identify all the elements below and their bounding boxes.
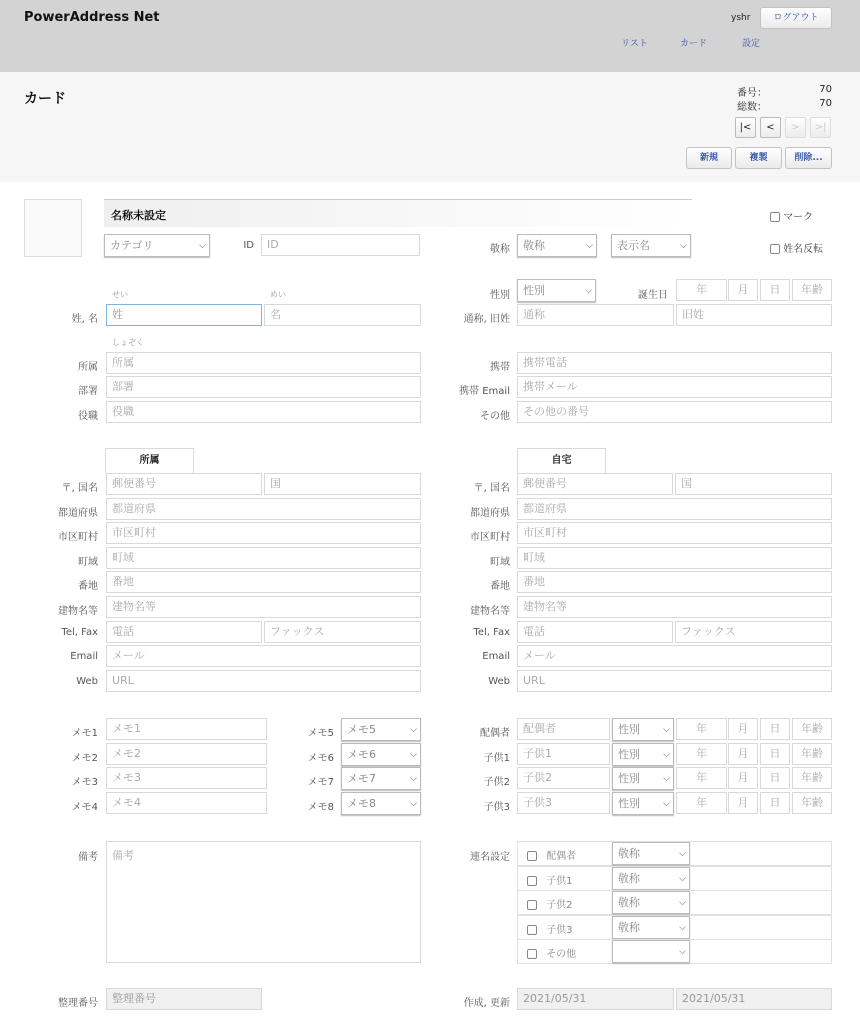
memo8-select[interactable] (341, 792, 421, 815)
family1-year-input[interactable]: 年 (676, 743, 727, 765)
nav-card-link[interactable]: カード (680, 39, 708, 49)
memo2-input[interactable]: メモ2 (106, 743, 267, 765)
tab-work-address[interactable]: 所属 (105, 448, 194, 473)
family2-gender-select[interactable] (612, 767, 674, 790)
work-town-label: 町域 (78, 556, 98, 568)
record-total-label: 総数： (737, 102, 767, 113)
mobile-input[interactable]: 携帯電話 (517, 352, 832, 374)
home-postal-input[interactable]: 郵便番号 (517, 473, 673, 495)
family0-label: 配偶者 (480, 728, 510, 739)
app-title: PowerAddress Net (24, 10, 160, 25)
chevron-down-icon: ⌵ (663, 774, 670, 785)
memo5-select-value: メモ5 (347, 723, 376, 736)
mobile-label: 携帯 (490, 362, 510, 373)
family0-day-input[interactable]: 日 (760, 718, 790, 740)
prev-record-button[interactable]: < (760, 117, 781, 138)
display-name-select-value: 表示名 (617, 239, 650, 252)
affiliation-reading-hint: しょぞく (112, 338, 144, 347)
record-total-value: 70 (819, 98, 832, 109)
joint-name-label: 配偶者 (546, 851, 577, 862)
sei-reading-hint: せい (112, 290, 128, 299)
next-record-button[interactable]: > (785, 117, 806, 138)
mei-reading-hint: めい (270, 290, 286, 299)
family1-age-input[interactable]: 年齢 (792, 743, 832, 765)
family1-month-input[interactable]: 月 (728, 743, 758, 765)
id-input[interactable]: ID (261, 234, 420, 256)
work-postal-country-label: 〒, 国名 (61, 483, 98, 494)
home-web-label: Web (488, 675, 510, 687)
last-record-button[interactable]: >| (810, 117, 831, 138)
chevron-down-icon: ⌵ (199, 241, 206, 251)
work-city-input[interactable]: 市区町村 (106, 522, 421, 544)
page-title: カード (24, 91, 66, 107)
top-bar (0, 0, 860, 72)
memo1-input[interactable]: メモ1 (106, 718, 267, 740)
family2-gender-select-value: 性別 (618, 772, 640, 786)
joint-name-4-honorific-select[interactable] (612, 940, 690, 963)
notes-label: 備考 (78, 852, 98, 863)
gender-select[interactable] (517, 279, 596, 302)
memo5-label: メモ5 (307, 728, 334, 739)
home-building-label: 建物名等 (470, 606, 510, 617)
mark-checkbox-row[interactable] (770, 208, 813, 223)
family0-name-input[interactable]: 配偶者 (517, 718, 610, 740)
home-building-input[interactable]: 建物名等 (517, 596, 832, 618)
home-email-input[interactable]: メール (517, 645, 832, 667)
memo7-select-value: メモ7 (347, 772, 376, 786)
memo8-select-value: メモ8 (347, 796, 376, 810)
family2-year-input[interactable]: 年 (676, 767, 727, 789)
family2-label: 子供2 (483, 777, 510, 789)
birth-day-input[interactable]: 日 (760, 279, 790, 301)
other-number-label: その他 (480, 411, 510, 422)
chevron-down-icon: ⌵ (679, 922, 686, 933)
joint-name-2-honorific-value: 敬称 (618, 896, 640, 910)
age-input[interactable]: 年齢 (792, 279, 832, 301)
joint-name-3-honorific-value: 敬称 (618, 920, 640, 934)
joint-name-checkbox[interactable] (527, 925, 537, 935)
home-country-input[interactable]: 国 (675, 473, 832, 495)
family3-label: 子供3 (483, 801, 510, 813)
department-label: 部署 (78, 386, 98, 397)
joint-name-0-honorific-value: 敬称 (618, 847, 640, 860)
affiliation-label: 所属 (78, 362, 98, 373)
chevron-down-icon: ⌵ (680, 241, 687, 251)
joint-name-3-check[interactable] (527, 921, 573, 936)
affiliation-input[interactable]: 所属 (106, 352, 421, 374)
joint-name-1-check[interactable] (527, 872, 573, 887)
work-tel-fax-label: Tel, Fax (61, 626, 98, 638)
joint-name-1-honorific-value: 敬称 (618, 871, 640, 885)
family1-gender-select-value: 性別 (618, 747, 640, 761)
joint-name-4-check[interactable] (527, 945, 576, 960)
joint-name-2-honorific-select[interactable] (612, 891, 690, 914)
department-input[interactable]: 部署 (106, 376, 421, 398)
work-building-label: 建物名等 (58, 606, 98, 617)
logout-button[interactable]: ログアウト (760, 7, 832, 29)
joint-name-1-honorific-select[interactable] (612, 867, 690, 890)
memo1-label: メモ1 (71, 728, 98, 739)
work-block-input[interactable]: 番地 (106, 571, 421, 593)
birthday-label: 誕生日 (638, 290, 668, 301)
work-tel-input[interactable]: 電話 (106, 621, 262, 643)
family3-day-input[interactable]: 日 (760, 792, 790, 814)
username: yshr (731, 13, 751, 23)
joint-name-checkbox[interactable] (527, 851, 537, 861)
id-label: ID (243, 240, 254, 251)
family3-month-input[interactable]: 月 (728, 792, 758, 814)
home-city-input[interactable]: 市区町村 (517, 522, 832, 544)
memo3-label: メモ3 (71, 777, 98, 789)
updated-date: 2021/05/31 (676, 988, 832, 1010)
ref-number-label: 整理番号 (58, 998, 98, 1009)
joint-name-checkbox[interactable] (527, 900, 537, 910)
memo6-label: メモ6 (307, 752, 334, 764)
memo4-label: メモ4 (71, 801, 98, 813)
work-prefecture-label: 都道府県 (58, 507, 98, 519)
duplicate-button[interactable]: 複製 (735, 147, 782, 169)
home-block-input[interactable]: 番地 (517, 571, 832, 593)
chevron-down-icon: ⌵ (410, 774, 417, 785)
home-fax-input[interactable]: ファックス (675, 621, 832, 643)
family1-day-input[interactable]: 日 (760, 743, 790, 765)
tab-home-address[interactable]: 自宅 (517, 448, 606, 473)
home-city-label: 市区町村 (470, 532, 510, 544)
family3-age-input[interactable]: 年齢 (792, 792, 832, 814)
work-web-input[interactable]: URL (106, 670, 421, 692)
work-web-label: Web (76, 675, 98, 687)
home-prefecture-input[interactable]: 都道府県 (517, 498, 832, 520)
birth-year-input[interactable]: 年 (676, 279, 727, 301)
joint-name-label: その他 (546, 949, 577, 961)
memo7-label: メモ7 (307, 777, 334, 789)
chevron-down-icon: ⌵ (679, 849, 686, 859)
family0-gender-select-value: 性別 (618, 723, 640, 736)
display-name-select[interactable] (611, 234, 691, 257)
other-number-input[interactable]: その他の番号 (517, 401, 832, 423)
family3-year-input[interactable]: 年 (676, 792, 727, 814)
home-town-label: 町域 (490, 556, 510, 568)
memo2-label: メモ2 (71, 752, 98, 764)
home-postal-country-label: 〒, 国名 (473, 483, 510, 494)
gender-select-value: 性別 (523, 284, 545, 297)
home-tel-input[interactable]: 電話 (517, 621, 673, 643)
nav-list-link[interactable]: リスト (621, 39, 648, 49)
work-email-label: Email (70, 651, 98, 663)
honorific-label: 敬称 (490, 244, 510, 255)
work-block-label: 番地 (78, 581, 98, 593)
mark-checkbox[interactable] (770, 212, 780, 222)
ref-number-input[interactable]: 整理番号 (106, 988, 262, 1010)
family2-name-input[interactable]: 子供2 (517, 767, 610, 789)
chevron-down-icon: ⌵ (410, 798, 417, 809)
family3-name-input[interactable]: 子供3 (517, 792, 610, 814)
work-postal-input[interactable]: 郵便番号 (106, 473, 262, 495)
joint-name-checkbox[interactable] (527, 876, 537, 886)
work-city-label: 市区町村 (58, 532, 98, 544)
name-label: 姓, 名 (71, 314, 98, 325)
family1-name-input[interactable]: 子供1 (517, 743, 610, 765)
joint-name-0-honorific-select[interactable] (612, 842, 690, 865)
home-town-input[interactable]: 町域 (517, 547, 832, 569)
photo-placeholder[interactable] (24, 199, 82, 257)
position-label: 役職 (78, 411, 98, 422)
honorific-select-value: 敬称 (523, 239, 545, 252)
family1-label: 子供1 (483, 752, 510, 764)
family2-age-input[interactable]: 年齢 (792, 767, 832, 789)
chevron-down-icon: ⌵ (663, 725, 670, 735)
home-web-input[interactable]: URL (517, 670, 832, 692)
gender-label: 性別 (490, 290, 510, 301)
first-record-button[interactable]: |< (735, 117, 756, 138)
mark-label: マーク (783, 212, 814, 223)
reverse-name-checkbox-row[interactable] (770, 240, 823, 255)
reverse-name-label: 姓名反転 (783, 244, 824, 255)
family2-month-input[interactable]: 月 (728, 767, 758, 789)
work-email-input[interactable]: メール (106, 645, 421, 667)
work-town-input[interactable]: 町域 (106, 547, 421, 569)
last-name-input[interactable]: 姓 (106, 304, 262, 326)
joint-name-3-honorific-select[interactable] (612, 916, 690, 939)
alias-input[interactable]: 通称 (517, 304, 674, 326)
nav-settings-link[interactable]: 設定 (742, 39, 761, 49)
category-select-value: カテゴリ (110, 239, 154, 252)
record-number-label: 番号： (737, 88, 767, 99)
mobile-email-label: 携帯 Email (459, 386, 510, 397)
chevron-down-icon: ⌵ (679, 947, 686, 958)
memo8-label: メモ8 (307, 801, 334, 813)
home-email-label: Email (482, 651, 510, 663)
alias-label: 通称, 旧姓 (463, 314, 510, 325)
work-country-input[interactable]: 国 (264, 473, 421, 495)
joint-name-label: 子供3 (546, 924, 573, 936)
chevron-down-icon: ⌵ (410, 725, 417, 735)
work-prefecture-input[interactable]: 都道府県 (106, 498, 421, 520)
family3-gender-select-value: 性別 (618, 796, 640, 810)
chevron-down-icon: ⌵ (679, 873, 686, 884)
memo7-select[interactable] (341, 767, 421, 790)
home-tel-fax-label: Tel, Fax (473, 626, 510, 638)
joint-name-label: 子供1 (546, 875, 573, 887)
birth-month-input[interactable]: 月 (728, 279, 758, 301)
family0-month-input[interactable]: 月 (728, 718, 758, 740)
joint-name-2-check[interactable] (527, 896, 573, 911)
family0-age-input[interactable]: 年齢 (792, 718, 832, 740)
memo6-select-value: メモ6 (347, 747, 376, 761)
memo6-select[interactable] (341, 743, 421, 766)
memo5-select[interactable] (341, 718, 421, 741)
memo3-input[interactable]: メモ3 (106, 767, 267, 789)
delete-button[interactable]: 削除... (785, 147, 832, 169)
title-bar (0, 72, 860, 182)
honorific-select[interactable] (517, 234, 597, 257)
work-fax-input[interactable]: ファックス (264, 621, 421, 643)
notes-textarea[interactable]: 備考 (106, 841, 421, 963)
card-name-display: 名称未設定 (104, 199, 692, 227)
joint-name-label: 子供2 (546, 900, 573, 912)
chevron-down-icon: ⌵ (410, 749, 417, 760)
home-prefecture-label: 都道府県 (470, 507, 510, 519)
work-building-input[interactable]: 建物名等 (106, 596, 421, 618)
position-input[interactable]: 役職 (106, 401, 421, 423)
chevron-down-icon: ⌵ (663, 749, 670, 760)
home-block-label: 番地 (490, 581, 510, 593)
reverse-name-checkbox[interactable] (770, 244, 780, 254)
joint-name-0-check[interactable] (527, 847, 576, 862)
memo4-input[interactable]: メモ4 (106, 792, 267, 814)
mobile-email-input[interactable]: 携帯メール (517, 376, 832, 398)
dates-label: 作成, 更新 (463, 998, 510, 1009)
family3-gender-select[interactable] (612, 792, 674, 815)
family1-gender-select[interactable] (612, 743, 674, 766)
family0-gender-select[interactable] (612, 718, 674, 741)
new-button[interactable]: 新規 (686, 147, 732, 169)
created-date: 2021/05/31 (517, 988, 674, 1010)
record-number-value: 70 (819, 84, 832, 95)
first-name-input[interactable]: 名 (264, 304, 421, 326)
chevron-down-icon: ⌵ (586, 241, 593, 251)
family0-year-input[interactable]: 年 (676, 718, 727, 740)
old-name-input[interactable]: 旧姓 (676, 304, 832, 326)
chevron-down-icon: ⌵ (585, 286, 592, 296)
joint-name-checkbox[interactable] (527, 949, 537, 959)
joint-names-label: 連名設定 (470, 852, 510, 863)
chevron-down-icon: ⌵ (663, 798, 670, 809)
category-select[interactable] (104, 234, 210, 257)
chevron-down-icon: ⌵ (679, 898, 686, 909)
family2-day-input[interactable]: 日 (760, 767, 790, 789)
